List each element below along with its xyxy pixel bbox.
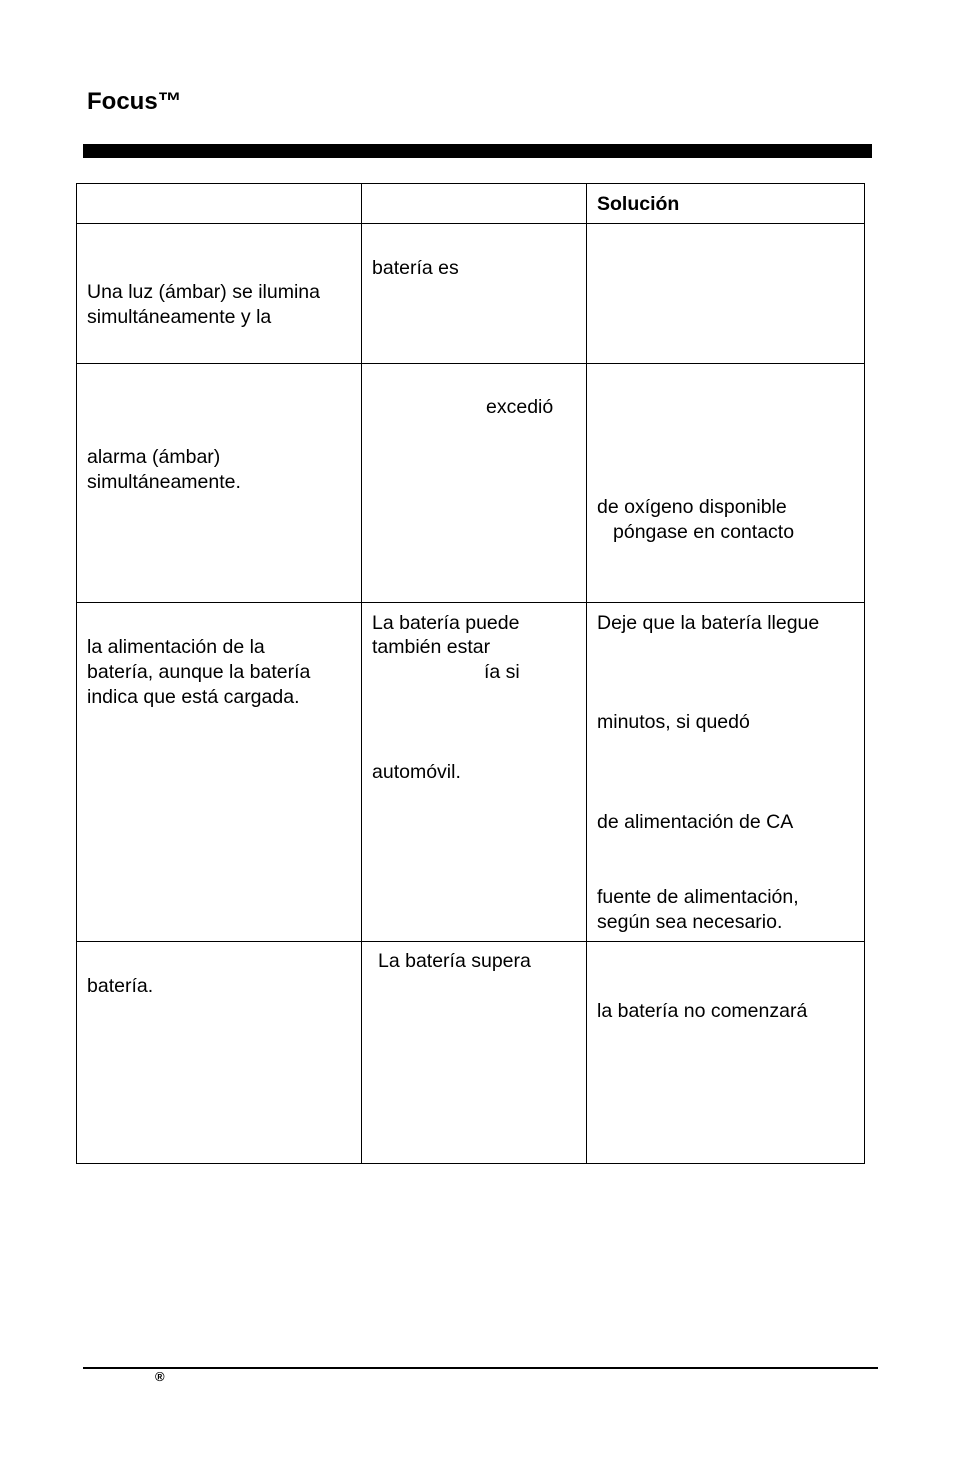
document-title: Focus™ bbox=[87, 88, 182, 115]
solution-column-header: Solución bbox=[597, 193, 680, 215]
header-cell-cause bbox=[362, 184, 587, 224]
row1-problem-line: simultáneamente y la bbox=[87, 306, 272, 328]
row3-solution-line: según sea necesario. bbox=[597, 911, 783, 933]
row1-problem-line: Una luz (ámbar) se ilumina bbox=[87, 281, 321, 303]
row3-cause-line: La batería puede bbox=[372, 612, 520, 634]
row2-problem-line: alarma (ámbar) bbox=[87, 446, 221, 468]
registered-mark: ® bbox=[155, 1369, 165, 1384]
row3-cause-cell bbox=[362, 603, 587, 942]
row4-cause-cell bbox=[362, 942, 587, 1164]
row3-solution-line: Deje que la batería llegue bbox=[597, 612, 820, 634]
row1-cause-line: batería es bbox=[372, 257, 459, 279]
row3-solution-line: minutos, si quedó bbox=[597, 711, 750, 733]
row3-cause-line: también estar bbox=[372, 636, 491, 658]
row4-problem-line: batería. bbox=[87, 975, 154, 997]
row3-problem-line: indica que está cargada. bbox=[87, 686, 300, 708]
row3-cause-line: ía si bbox=[484, 661, 520, 683]
troubleshooting-table bbox=[76, 183, 865, 1164]
row3-problem-line: batería, aunque la batería bbox=[87, 661, 311, 683]
row4-cause-line: La batería supera bbox=[378, 950, 531, 972]
row3-cause-line: automóvil. bbox=[372, 761, 461, 783]
row2-problem-cell bbox=[77, 364, 362, 603]
row2-cause-line: excedió bbox=[486, 396, 554, 418]
row3-solution-line: fuente de alimentación, bbox=[597, 886, 799, 908]
row3-problem-cell bbox=[77, 603, 362, 942]
row3-problem-line: la alimentación de la bbox=[87, 636, 265, 658]
header-cell-problem bbox=[77, 184, 362, 224]
row2-solution-cell bbox=[587, 364, 865, 603]
row1-problem-cell bbox=[77, 224, 362, 364]
title-rule bbox=[83, 144, 872, 158]
row2-solution-line: de oxígeno disponible bbox=[597, 496, 787, 518]
row1-solution-cell bbox=[587, 224, 865, 364]
row1-cause-cell bbox=[362, 224, 587, 364]
row2-solution-line: póngase en contacto bbox=[613, 521, 795, 543]
row4-solution-line: la batería no comenzará bbox=[597, 1000, 808, 1022]
header-cell-solution bbox=[587, 184, 865, 224]
row4-problem-cell bbox=[77, 942, 362, 1164]
row2-problem-line: simultáneamente. bbox=[87, 471, 241, 493]
row3-solution-cell bbox=[587, 603, 865, 942]
row2-cause-cell bbox=[362, 364, 587, 603]
row4-solution-cell bbox=[587, 942, 865, 1164]
row3-solution-line: de alimentación de CA bbox=[597, 811, 794, 833]
footer-rule bbox=[83, 1367, 878, 1369]
